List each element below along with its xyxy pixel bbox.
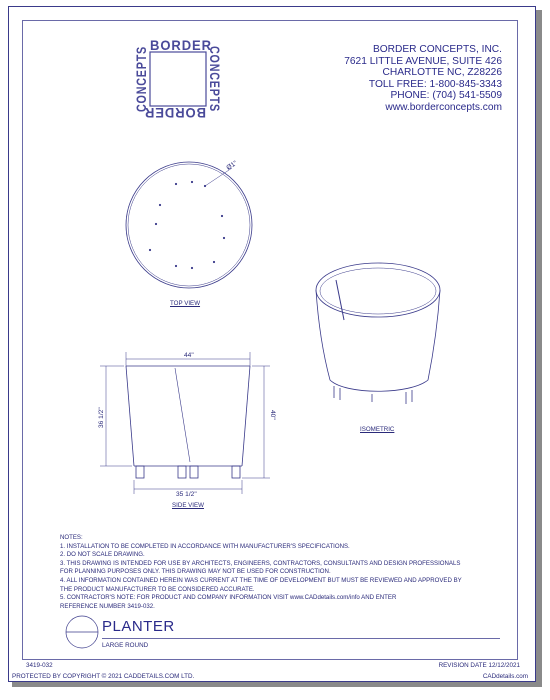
company-website[interactable]: www.borderconcepts.com (385, 101, 502, 113)
company-tollfree: TOLL FREE: 1-800-845-3343 (368, 78, 502, 90)
company-address2: CHARLOTTE NC, Z28226 (382, 67, 502, 79)
logo-text-right: CONCEPTS (207, 46, 223, 132)
company-info (344, 44, 502, 114)
top-diameter-dim: 44" (184, 352, 194, 359)
note-line: THE PRODUCT MANUFACTURER TO BE CONSIDERED ACCURATE. (60, 585, 255, 593)
note-line: 4. ALL INFORMATION CONTAINED HEREIN WAS CURRENT AT THE TIME OF DEVELOPMENT BUT MUST BE REVIEWED AND APPROVED BY (60, 576, 462, 584)
isometric-drawing (316, 263, 440, 404)
title-block (60, 618, 500, 652)
title-rule (102, 638, 500, 639)
logo-text-bottom: BORDER (144, 105, 206, 121)
caddetails-link[interactable]: CADdetails.com (482, 673, 528, 680)
border-concepts-logo (133, 26, 223, 132)
body-height-dim: 36 1/2" (98, 407, 105, 428)
note-line: 3. THIS DRAWING IS INTENDED FOR USE BY ARCHITECTS, ENGINEERS, CONTRACTORS, CONSULTANTS AND DESIGN PROFESSIONALS (60, 559, 461, 567)
company-phone: PHONE: (704) 541-5509 (390, 90, 502, 102)
note-line: FOR PLANNING PURPOSES ONLY. THIS DRAWING MAY NOT BE USED FOR CONSTRUCTION. (60, 568, 331, 576)
company-name: BORDER CONCEPTS, INC. (372, 44, 502, 55)
note-line: REFERENCE NUMBER 3419-032. (60, 602, 155, 610)
note-line: 5. CONTRACTOR'S NOTE: FOR PRODUCT AND COMPANY INFORMATION VISIT www.CADdetails.com/info AND ENTER (60, 594, 397, 602)
overall-height-dim: 40" (269, 410, 276, 420)
revision-date: REVISION DATE 12/12/2021 (438, 662, 520, 669)
logo-text-top: BORDER (150, 37, 212, 53)
drawing-subtitle: LARGE ROUND (102, 642, 149, 649)
company-address1: 7621 LITTLE AVENUE, SUITE 426 (344, 55, 502, 67)
drawing-title: PLANTER (102, 618, 175, 635)
note-line: 2. DO NOT SCALE DRAWING. (60, 551, 145, 559)
side-view-label: SIDE VIEW (172, 502, 204, 509)
copyright-text: PROTECTED BY COPYRIGHT © 2021 CADDETAILS.COM LTD. (12, 673, 195, 680)
notes-section (60, 534, 462, 611)
top-view-drawing (126, 159, 252, 288)
note-line: 1. INSTALLATION TO BE COMPLETED IN ACCORDANCE WITH MANUFACTURER'S SPECIFICATIONS. (60, 542, 350, 550)
hole-diameter-dim: Ø1" (225, 159, 239, 172)
reference-number: 3419-032 (26, 662, 53, 669)
side-view-drawing (100, 352, 270, 494)
notes-heading: NOTES: (60, 534, 83, 541)
base-width-dim: 35 1/2" (176, 491, 197, 498)
logo-text-left: CONCEPTS (133, 26, 149, 112)
top-view-label: TOP VIEW (170, 300, 201, 307)
isometric-label: ISOMETRIC (360, 426, 395, 433)
drain-holes (149, 181, 225, 269)
